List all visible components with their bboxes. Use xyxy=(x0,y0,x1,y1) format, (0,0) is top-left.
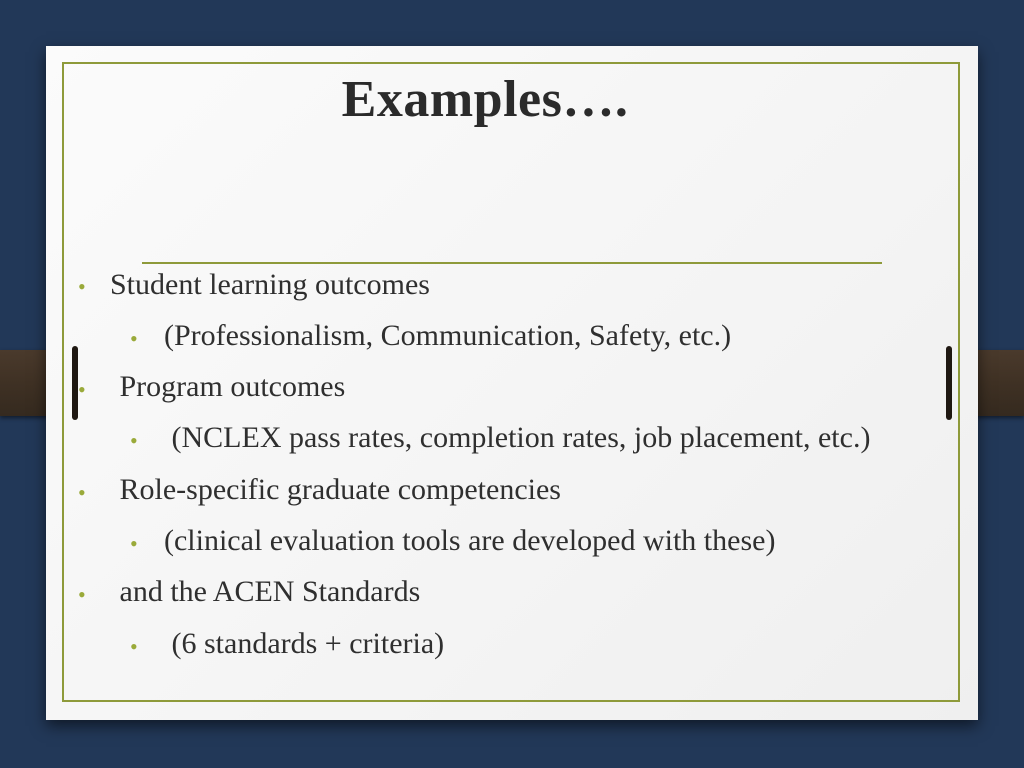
bullet-text: (6 standards + criteria) xyxy=(164,627,445,660)
slide-title: Examples…. xyxy=(341,71,629,128)
bullet-dot-icon: • xyxy=(130,634,138,659)
bullet-dot-icon: • xyxy=(78,274,86,299)
bullet-text: Role-specific graduate competencies xyxy=(112,473,561,506)
bullet-dot-icon: • xyxy=(130,326,138,351)
bullet-dot-icon: • xyxy=(130,531,138,556)
bullet-text: (clinical evaluation tools are developed with these) xyxy=(164,524,776,557)
bullet-text: Program outcomes xyxy=(112,370,346,403)
bullet-text: (NCLEX pass rates, completion rates, job placement, etc.) xyxy=(164,421,871,454)
bullet-dot-icon: • xyxy=(130,428,138,453)
bullet-dot-icon: • xyxy=(78,377,86,402)
bullet-dot-icon: • xyxy=(78,582,86,607)
bullet-text: and the ACEN Standards xyxy=(112,575,421,608)
bullet-text: (Professionalism, Communication, Safety, etc.) xyxy=(164,319,732,352)
bullet-dot-icon: • xyxy=(78,480,86,505)
bullet-text: Student learning outcomes xyxy=(110,268,430,301)
